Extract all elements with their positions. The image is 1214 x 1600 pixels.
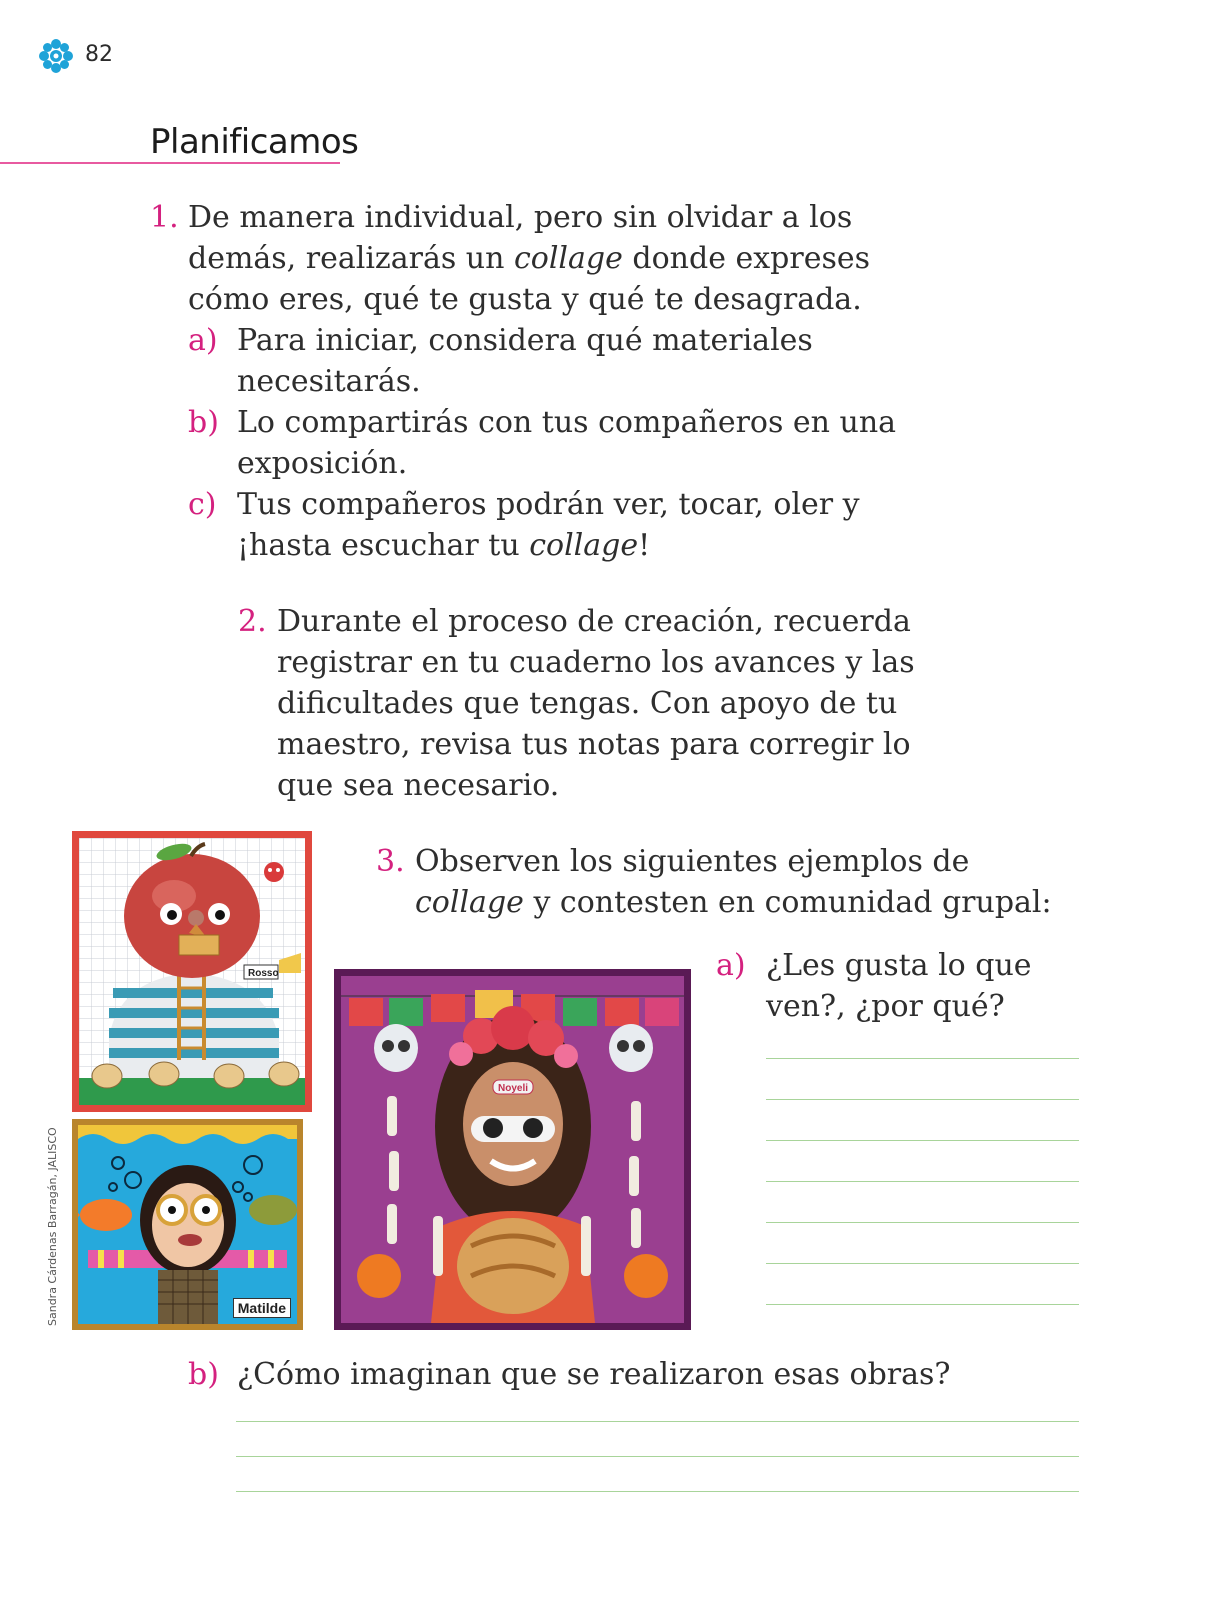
collage-image-apple: [72, 831, 312, 1112]
item1a-letter: a): [188, 323, 218, 358]
item1-line: De manera individual, pero sin olvidar a los: [188, 200, 853, 235]
answer-line[interactable]: [766, 1222, 1079, 1223]
collage1-tag: Rosso: [248, 968, 279, 979]
item1-number: 1.: [150, 200, 179, 235]
item3a-letter: a): [716, 948, 746, 983]
item2-line: dificultades que tengas. Con apoyo de tu: [277, 686, 898, 721]
item3-line: Observen los siguientes ejemplos de: [415, 844, 970, 879]
section-title: Planificamos: [150, 122, 359, 162]
item1b-text: [237, 402, 917, 484]
item3-text: [415, 841, 1115, 923]
item1c-line: Tus compañeros podrán ver, tocar, oler y: [237, 487, 860, 522]
item3b-line: ¿Cómo imaginan que se realizaron esas obras?: [237, 1357, 951, 1392]
item3-number: 3.: [376, 844, 405, 879]
item1-line: cómo eres, qué te gusta y qué te desagrada.: [188, 282, 862, 317]
answer-line[interactable]: [766, 1099, 1079, 1100]
item1a-line: necesitarás.: [237, 364, 421, 399]
answer-line[interactable]: [766, 1140, 1079, 1141]
item1b-line: Lo compartirás con tus compañeros en una: [237, 405, 897, 440]
apple-collage-illustration: [79, 838, 305, 1105]
collage3-name-tag: Noyeli: [498, 1083, 529, 1094]
item1a-text: [237, 320, 917, 402]
item1-text: [188, 197, 908, 320]
collage2-name-tag: Matilde: [233, 1298, 291, 1318]
item3b-text: [237, 1354, 1097, 1395]
answer-line[interactable]: [766, 1304, 1079, 1305]
item1b-line: exposición.: [237, 446, 408, 481]
fish-collage-illustration: [78, 1125, 297, 1324]
answer-line[interactable]: [236, 1456, 1079, 1457]
item1c-letter: c): [188, 487, 217, 522]
logo-icon: [38, 38, 74, 74]
answer-line[interactable]: [766, 1058, 1079, 1059]
item2-line: maestro, revisa tus notas para corregir lo: [277, 727, 911, 762]
title-underline: [0, 162, 340, 164]
item2-text: [277, 601, 977, 806]
item2-line: Durante el proceso de creación, recuerda: [277, 604, 911, 639]
day-of-dead-collage-illustration: [341, 976, 684, 1323]
item3a-line: ¿Les gusta lo que: [766, 948, 1032, 983]
collage-image-fish: [72, 1119, 303, 1330]
item3a-line: ven?, ¿por qué?: [766, 989, 1005, 1024]
item1c-text: [237, 484, 917, 566]
item2-line: que sea necesario.: [277, 768, 560, 803]
page-number: 82: [85, 42, 113, 67]
answer-line[interactable]: [766, 1181, 1079, 1182]
answer-line[interactable]: [236, 1421, 1079, 1422]
item3a-text: [766, 945, 1096, 1027]
answer-line[interactable]: [236, 1491, 1079, 1492]
item2-line: registrar en tu cuaderno los avances y las: [277, 645, 915, 680]
item1-line: demás, realizarás un collage donde expreses: [188, 241, 871, 276]
item3-line: collage y contesten en comunidad grupal:: [415, 885, 1052, 920]
item3b-letter: b): [188, 1357, 219, 1392]
item1c-line: ¡hasta escuchar tu collage!: [237, 528, 651, 563]
collage-image-day-of-dead: [334, 969, 691, 1330]
item2-number: 2.: [238, 604, 267, 639]
item1b-letter: b): [188, 405, 219, 440]
item1a-line: Para iniciar, considera qué materiales: [237, 323, 813, 358]
answer-line[interactable]: [766, 1263, 1079, 1264]
photo-credit: Sandra Cárdenas Barragán, JALISCO: [46, 1127, 59, 1326]
